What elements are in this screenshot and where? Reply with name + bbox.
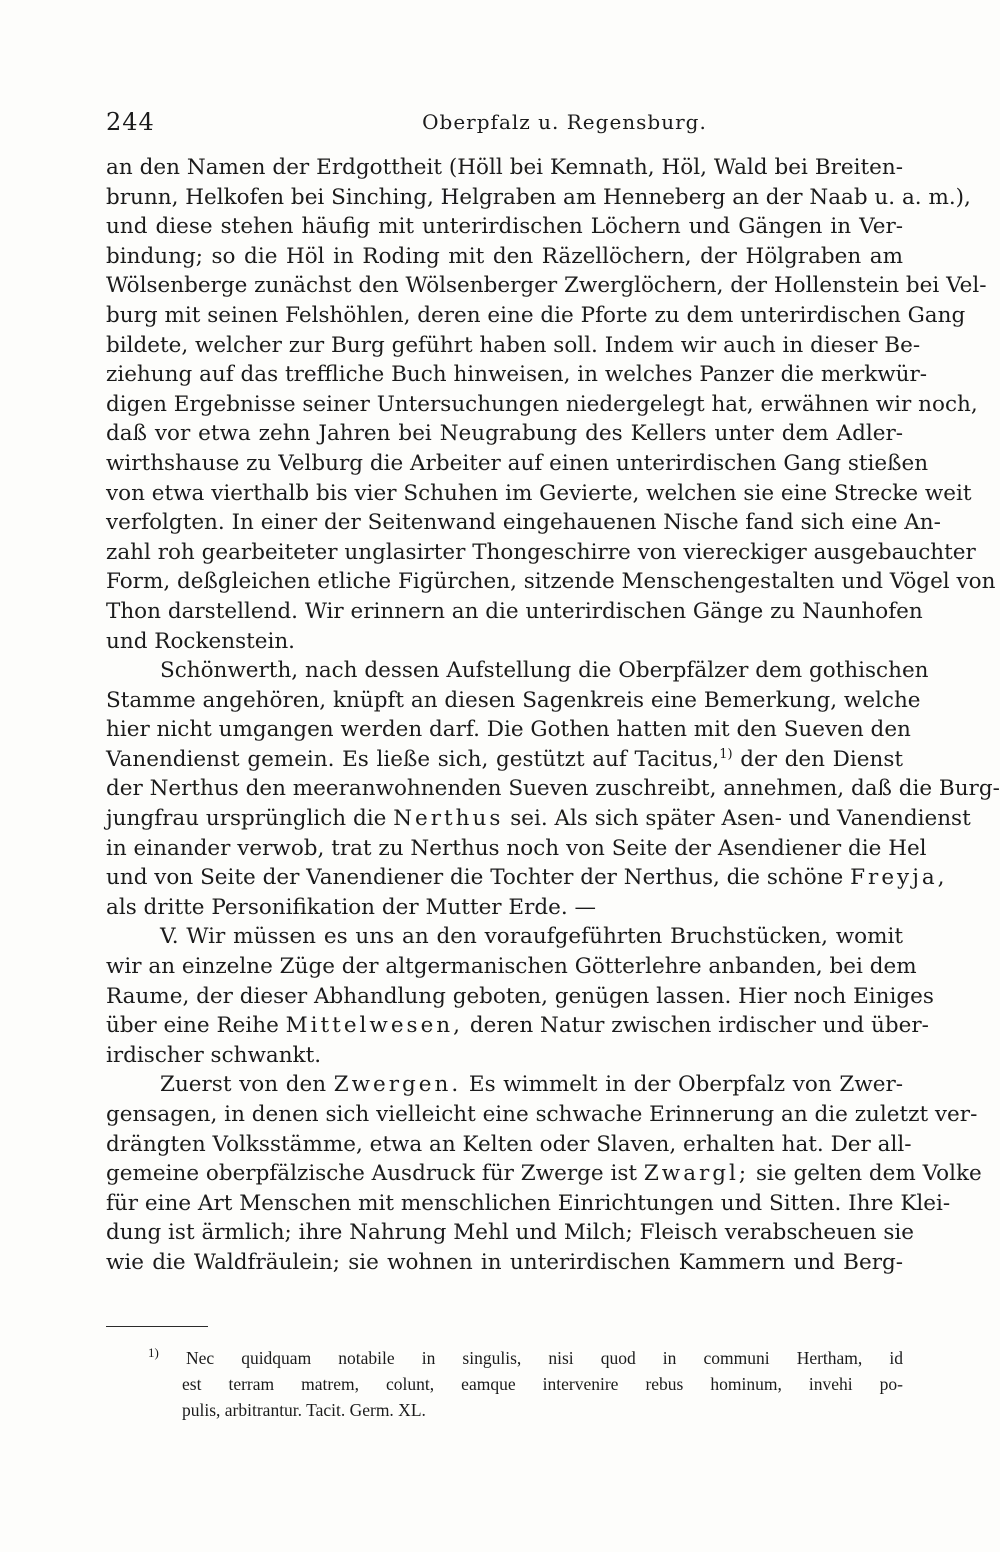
- text-line: Wölsenberge zunächst den Wölsenberger Zwerglöchern, der Hollenstein bei Vel-: [106, 273, 987, 299]
- text-line: wir an einzelne Züge der altgermanischen Götterlehre anbanden, bei dem: [106, 954, 917, 980]
- text-segment: gemeine oberpfälzische Ausdruck für Zwerge ist: [106, 1161, 638, 1187]
- text-line: drängten Volksstämme, etwa an Kelten oder Slaven, erhalten hat. Der all-: [106, 1131, 912, 1157]
- text-line: Stamme angehören, knüpft an diesen Sagenkreis eine Bemerkung, welche: [106, 687, 921, 713]
- footnote-text: Nec quidquam notabile in singulis, nisi quod in communi Hertham, id: [185, 1348, 903, 1368]
- text-line: Raume, der dieser Abhandlung geboten, genügen lassen. Hier noch Einiges: [106, 983, 934, 1009]
- text-line: [106, 1070, 903, 1100]
- text-line: Schönwerth, nach dessen Aufstellung die Oberpfälzer dem gothischen: [160, 658, 929, 684]
- footnote: [148, 1345, 903, 1423]
- footnote-divider: [106, 1326, 208, 1327]
- text-line: von etwa vierthalb bis vier Schuhen im Gevierte, welchen sie eine Strecke weit: [106, 480, 972, 506]
- text-segment: und von Seite der Vanendiener die Tochter der Nerthus, die schöne: [106, 865, 844, 891]
- text-segment: sie gelten dem Volke: [749, 1161, 982, 1187]
- text-line: [106, 1011, 929, 1041]
- text-line: und diese stehen häufig mit unterirdischen Löchern und Gängen in Ver-: [106, 214, 903, 240]
- text-line: gensagen, in denen sich vielleicht eine schwache Erinnerung an die zuletzt ver-: [106, 1102, 978, 1127]
- text-line: an den Namen der Erdgottheit (Höll bei Kemnath, Höl, Wald bei Breiten-: [106, 155, 903, 180]
- emphasized-word: Zwergen.: [333, 1072, 462, 1098]
- text-segment: über eine Reihe: [106, 1013, 279, 1039]
- text-segment: Es wimmelt in der Oberpfalz von Zwer-: [461, 1072, 903, 1098]
- text-segment: jungfrau ursprünglich die: [106, 806, 387, 832]
- footnote-mark: 1): [148, 1345, 159, 1361]
- text-line: V. Wir müssen es uns an den voraufgeführten Bruchstücken, womit: [160, 924, 903, 950]
- footnote-line: est terram matrem, colunt, eamque intervenire rebus hominum, invehi po-: [182, 1374, 903, 1394]
- main-text: [106, 153, 1000, 1278]
- footnote-reference: 1): [719, 746, 733, 762]
- text-segment: der den Dienst: [732, 746, 903, 772]
- text-line: [106, 1159, 982, 1189]
- text-segment: Zuerst von den: [160, 1072, 327, 1098]
- text-line: ziehung auf das treffliche Buch hinweisen, in welches Panzer die merkwür-: [106, 362, 928, 388]
- footnote-line: pulis, arbitrantur. Tacit. Germ. XL.: [182, 1400, 426, 1420]
- text-line: dung ist ärmlich; ihre Nahrung Mehl und Milch; Fleisch verabscheuen sie: [106, 1220, 914, 1246]
- text-line: zahl roh gearbeiteter unglasirter Thongeschirre von viereckiger ausgebauchter: [106, 539, 976, 565]
- text-line: der Nerthus den meeranwohnenden Sueven zuschreibt, annehmen, daß die Burg-: [106, 776, 1000, 802]
- text-line: digen Ergebnisse seiner Untersuchungen niedergelegt hat, erwähnen wir noch,: [106, 391, 978, 417]
- running-title: Oberpfalz u. Regensburg.: [422, 110, 707, 134]
- emphasized-word: Nerthus: [393, 806, 504, 832]
- footnote-line: [148, 1345, 903, 1371]
- text-line: verfolgten. In einer der Seitenwand eingehauenen Nische fand sich eine An-: [106, 510, 941, 536]
- text-line: [106, 804, 971, 834]
- emphasized-word: Zwargl;: [643, 1161, 750, 1187]
- text-line: in einander verwob, trat zu Nerthus noch von Seite der Asendiener die Hel: [106, 835, 927, 861]
- text-line: und Rockenstein.: [106, 628, 296, 654]
- text-line: irdischer schwankt.: [106, 1042, 322, 1068]
- text-segment: sei. Als sich später Asen- und Vanendienst: [503, 806, 971, 832]
- page-number: 244: [106, 108, 155, 136]
- emphasized-word: Mittelwesen,: [285, 1013, 463, 1039]
- text-line: brunn, Helkofen bei Sinching, Helgraben am Henneberg an der Naab u. a. m.),: [106, 184, 971, 210]
- text-line: bindung; so die Höl in Roding mit den Räzellöchern, der Hölgraben am: [106, 243, 903, 269]
- text-line: wie die Waldfräulein; sie wohnen in unterirdischen Kammern und Berg-: [106, 1249, 903, 1275]
- page-header: [106, 108, 903, 148]
- text-line: burg mit seinen Felshöhlen, deren eine die Pforte zu dem unterirdischen Gang: [106, 302, 966, 328]
- text-line: daß vor etwa zehn Jahren bei Neugrabung des Kellers unter dem Adler-: [106, 421, 903, 447]
- emphasized-word: Freyja,: [850, 865, 948, 891]
- text-line: [106, 863, 948, 893]
- text-line: hier nicht umgangen werden darf. Die Gothen hatten mit den Sueven den: [106, 717, 911, 743]
- text-line: für eine Art Menschen mit menschlichen Einrichtungen und Sitten. Ihre Klei-: [106, 1190, 951, 1216]
- text-line: Thon darstellend. Wir erinnern an die unterirdischen Gänge zu Naunhofen: [106, 598, 923, 624]
- text-line: Form, deßgleichen etliche Figürchen, sitzende Menschengestalten und Vögel von: [106, 569, 996, 595]
- text-line: als dritte Personifikation der Mutter Erde. —: [106, 894, 597, 920]
- text-segment: deren Natur zwischen irdischer und über-: [463, 1013, 929, 1039]
- text-segment: Vanendienst gemein. Es ließe sich, gestützt auf Tacitus,: [106, 746, 720, 772]
- text-line: wirthshause zu Velburg die Arbeiter auf einen unterirdischen Gang stießen: [106, 450, 929, 476]
- text-line: bildete, welcher zur Burg geführt haben soll. Indem wir auch in dieser Be-: [106, 332, 921, 358]
- text-line: [106, 745, 903, 775]
